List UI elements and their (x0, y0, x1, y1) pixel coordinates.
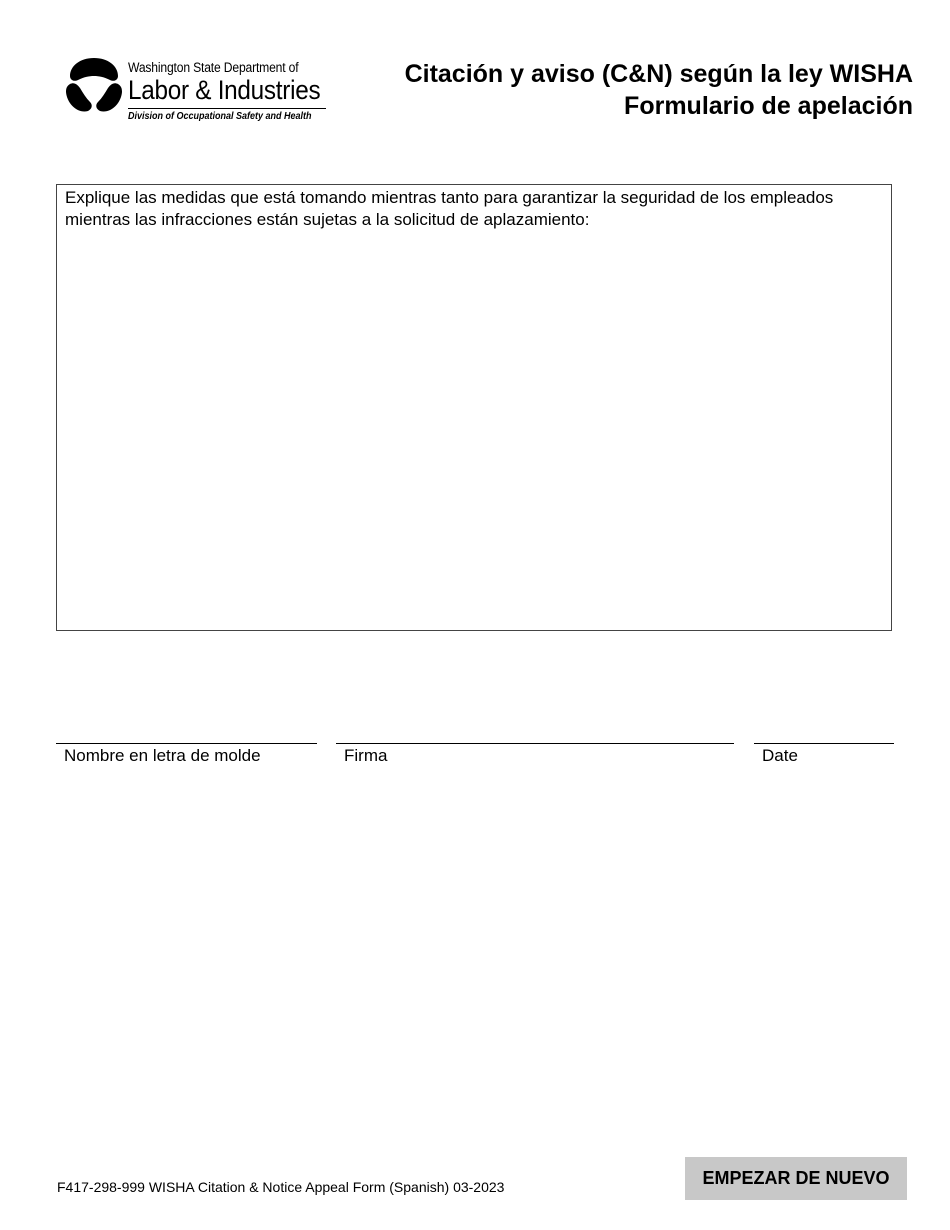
form-id-footer: F417-298-999 WISHA Citation & Notice Appeal Form (Spanish) 03-2023 (57, 1179, 505, 1195)
form-title-line2: Formulario de apelación (624, 92, 913, 120)
printed-name-label: Nombre en letra de molde (64, 746, 261, 765)
agency-division: Division of Occupational Safety and Health (128, 111, 312, 122)
signature-field (336, 743, 734, 783)
agency-logo (64, 56, 329, 128)
printed-name-field (56, 743, 317, 783)
form-title (405, 58, 913, 122)
form-title-line1: Citación y aviso (C&N) según la ley WISHA (404, 60, 913, 88)
printed-name-input[interactable] (56, 716, 317, 744)
interim-measures-box (56, 184, 892, 631)
lni-triskelion-icon (64, 56, 124, 116)
agency-department-line: Washington State Department of (128, 60, 299, 75)
reset-form-button[interactable]: EMPEZAR DE NUEVO (685, 1157, 907, 1200)
logo-divider (128, 108, 326, 109)
date-label: Date (762, 746, 798, 765)
interim-measures-label: Explique las medidas que está tomando mientras tanto para garantizar la seguridad de los empleados mientras las infracciones están sujetas a la solicitud de aplazamiento: (65, 188, 834, 229)
agency-name: Labor & Industries (128, 75, 321, 105)
signature-input[interactable] (336, 716, 734, 744)
agency-name-block (128, 60, 328, 123)
date-input[interactable] (754, 716, 894, 744)
interim-measures-textarea[interactable] (63, 235, 885, 624)
signature-label: Firma (344, 746, 388, 765)
date-field (754, 743, 894, 783)
